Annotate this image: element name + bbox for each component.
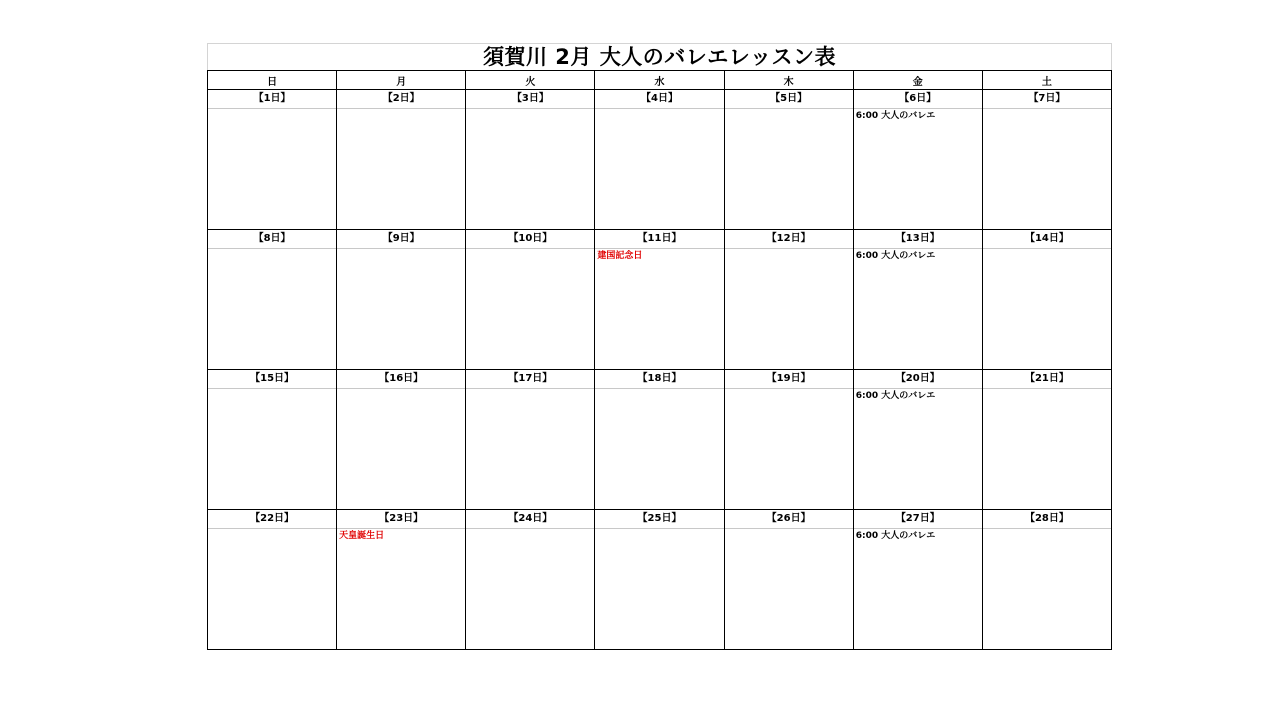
weekday-sunday: 日 (208, 71, 337, 90)
day-label: 【26日】 (725, 510, 853, 529)
weekday-tuesday: 火 (466, 71, 595, 90)
day-notes (595, 389, 723, 391)
day-label: 【4日】 (595, 90, 723, 109)
day-cell[interactable] (466, 370, 595, 510)
day-cell[interactable] (853, 510, 982, 650)
day-cell[interactable] (982, 230, 1111, 370)
day-cell[interactable] (595, 370, 724, 510)
day-label: 【13日】 (854, 230, 982, 249)
weekday-wednesday: 水 (595, 71, 724, 90)
day-notes (983, 529, 1111, 531)
day-label: 【20日】 (854, 370, 982, 389)
day-label: 【7日】 (983, 90, 1111, 109)
day-cell[interactable] (982, 90, 1111, 230)
day-notes (595, 249, 723, 264)
day-cell[interactable] (337, 90, 466, 230)
holiday-note: 天皇誕生日 (339, 531, 385, 541)
day-notes (595, 529, 723, 531)
weekday-thursday: 木 (724, 71, 853, 90)
day-notes (725, 109, 853, 111)
day-cell[interactable] (595, 90, 724, 230)
calendar-sheet (207, 43, 1112, 650)
week-row (208, 90, 1112, 230)
day-notes (854, 529, 982, 544)
day-cell[interactable] (208, 510, 337, 650)
weekday-friday: 金 (853, 71, 982, 90)
day-label: 【15日】 (208, 370, 336, 389)
page-title: 須賀川 2月 大人のバレエレッスン表 (482, 44, 837, 69)
week-row (208, 230, 1112, 370)
title-bar (207, 43, 1112, 70)
day-notes (854, 249, 982, 264)
day-label: 【18日】 (595, 370, 723, 389)
day-label: 【25日】 (595, 510, 723, 529)
day-cell[interactable] (982, 370, 1111, 510)
day-label: 【28日】 (983, 510, 1111, 529)
lesson-note: 6:00 大人のバレエ (855, 251, 936, 261)
day-label: 【22日】 (208, 510, 336, 529)
day-cell[interactable] (853, 90, 982, 230)
day-notes (983, 109, 1111, 111)
day-notes (854, 389, 982, 404)
day-notes (466, 529, 594, 531)
day-cell[interactable] (853, 230, 982, 370)
day-cell[interactable] (337, 510, 466, 650)
day-cell[interactable] (208, 230, 337, 370)
day-label: 【16日】 (337, 370, 465, 389)
lesson-note: 6:00 大人のバレエ (855, 111, 936, 121)
day-label: 【21日】 (983, 370, 1111, 389)
day-notes (337, 109, 465, 111)
weekday-monday: 月 (337, 71, 466, 90)
weekday-saturday: 土 (982, 71, 1111, 90)
day-cell[interactable] (724, 510, 853, 650)
day-cell[interactable] (337, 230, 466, 370)
day-notes (725, 389, 853, 391)
week-row (208, 370, 1112, 510)
day-cell[interactable] (466, 90, 595, 230)
day-notes (725, 529, 853, 531)
day-label: 【23日】 (337, 510, 465, 529)
day-label: 【9日】 (337, 230, 465, 249)
calendar-table (207, 70, 1112, 650)
holiday-note: 建国記念日 (597, 251, 643, 261)
day-label: 【6日】 (854, 90, 982, 109)
day-cell[interactable] (337, 370, 466, 510)
day-label: 【8日】 (208, 230, 336, 249)
day-cell[interactable] (724, 370, 853, 510)
day-label: 【11日】 (595, 230, 723, 249)
day-cell[interactable] (595, 230, 724, 370)
day-notes (337, 249, 465, 251)
day-notes (208, 389, 336, 391)
day-notes (725, 249, 853, 251)
day-label: 【10日】 (466, 230, 594, 249)
day-label: 【3日】 (466, 90, 594, 109)
day-cell[interactable] (208, 90, 337, 230)
day-label: 【14日】 (983, 230, 1111, 249)
day-label: 【5日】 (725, 90, 853, 109)
day-notes (337, 389, 465, 391)
day-notes (208, 249, 336, 251)
calendar-body (208, 90, 1112, 650)
day-label: 【27日】 (854, 510, 982, 529)
day-label: 【24日】 (466, 510, 594, 529)
day-label: 【17日】 (466, 370, 594, 389)
day-label: 【19日】 (725, 370, 853, 389)
day-notes (983, 249, 1111, 251)
day-notes (208, 529, 336, 531)
day-notes (208, 109, 336, 111)
day-notes (337, 529, 465, 544)
day-cell[interactable] (724, 90, 853, 230)
day-notes (466, 249, 594, 251)
day-cell[interactable] (595, 510, 724, 650)
day-cell[interactable] (466, 230, 595, 370)
day-cell[interactable] (982, 510, 1111, 650)
weekday-header-row (208, 71, 1112, 90)
day-cell[interactable] (466, 510, 595, 650)
day-label: 【2日】 (337, 90, 465, 109)
day-notes (983, 389, 1111, 391)
day-notes (466, 109, 594, 111)
lesson-note: 6:00 大人のバレエ (855, 531, 936, 541)
day-cell[interactable] (853, 370, 982, 510)
day-label: 【12日】 (725, 230, 853, 249)
day-notes (854, 109, 982, 124)
day-label: 【1日】 (208, 90, 336, 109)
day-notes (466, 389, 594, 391)
day-cell[interactable] (724, 230, 853, 370)
week-row (208, 510, 1112, 650)
lesson-note: 6:00 大人のバレエ (855, 391, 936, 401)
day-cell[interactable] (208, 370, 337, 510)
day-notes (595, 109, 723, 111)
